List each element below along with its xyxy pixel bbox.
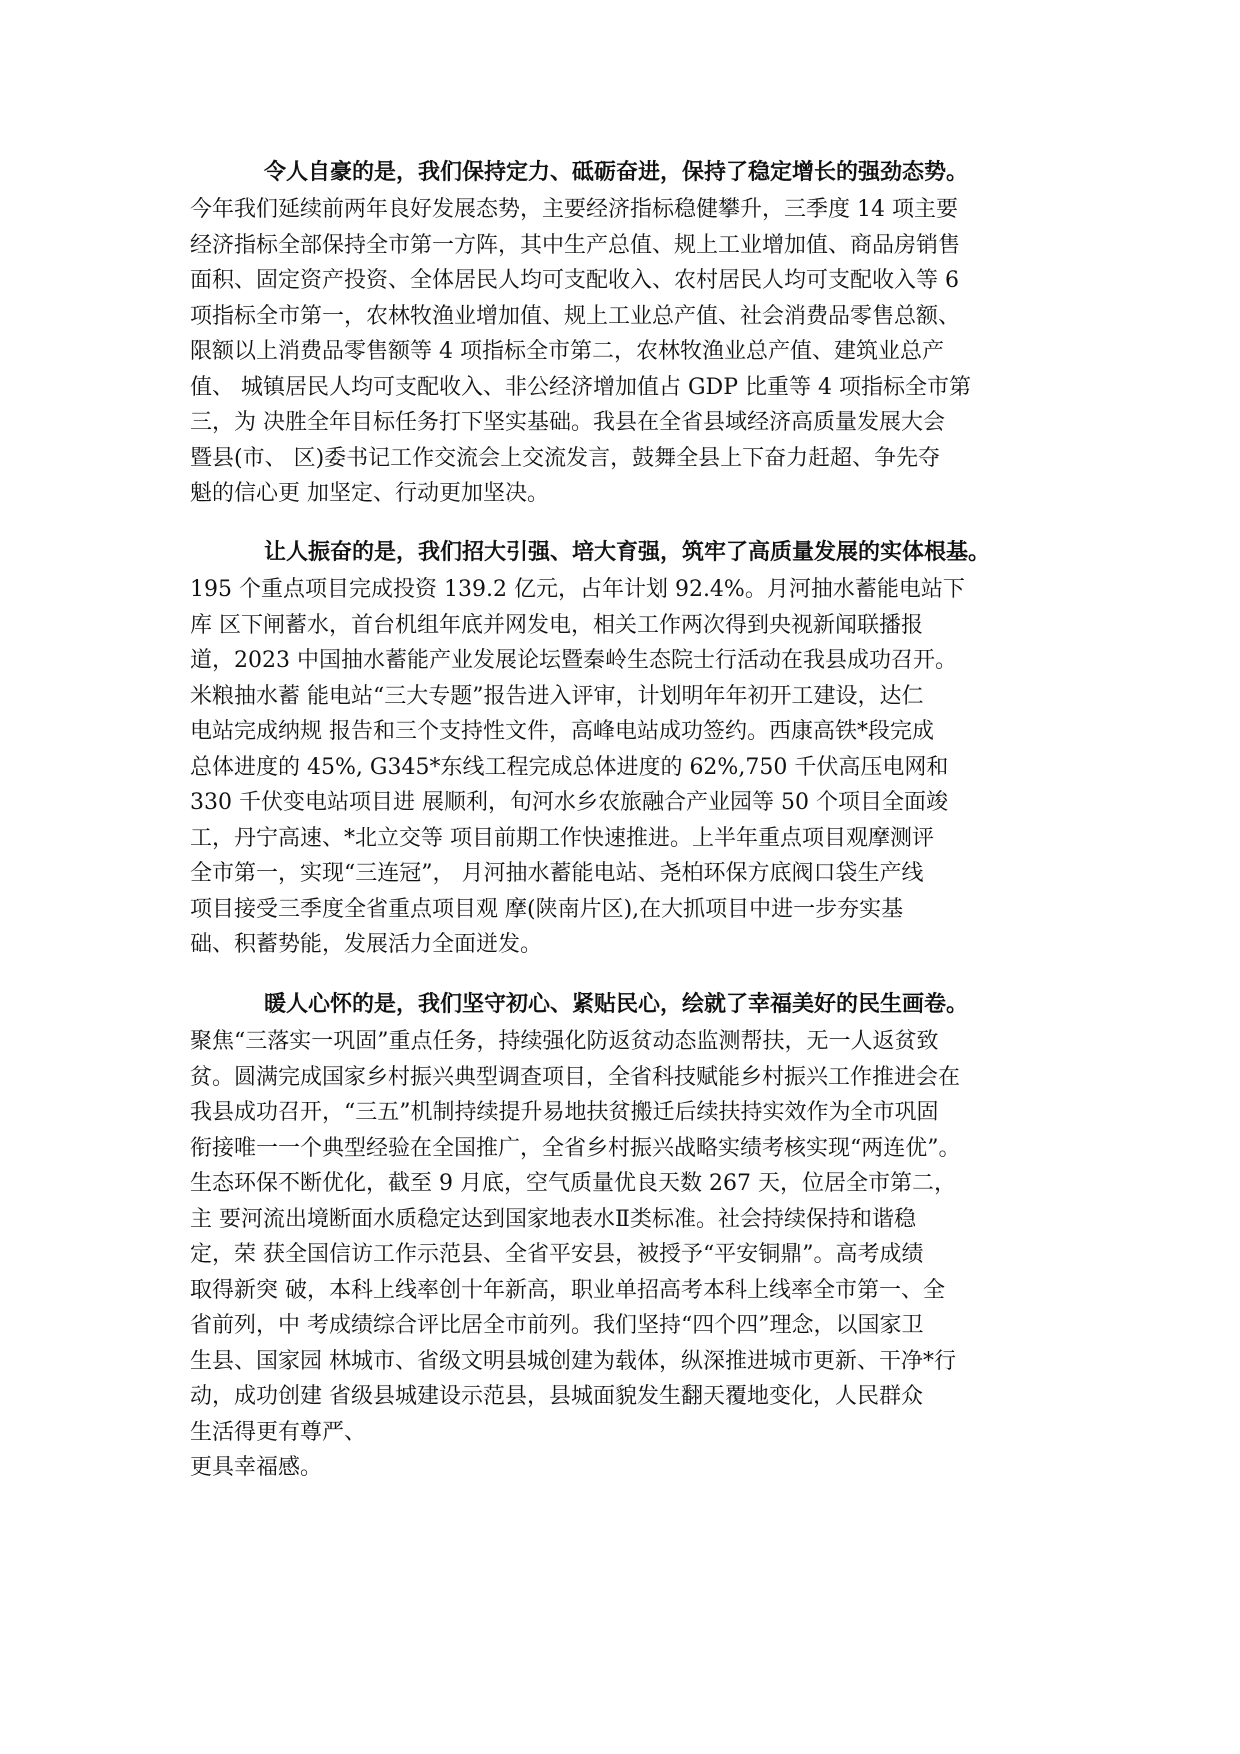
section-heading: 让人振奋的是，我们招大引强、培大育强，筑牢了高质量发展的实体根基。	[264, 539, 991, 565]
body-line: 全市第一，实现“三连冠”， 月河抽水蓄能电站、尧柏环保方底阀口袋生产线	[190, 861, 924, 886]
body-line: 动，成功创建 省级县城建设示范县，县城面貌发生翻天覆地变化，人民群众	[190, 1384, 923, 1409]
body-line: 我县成功召开，“三五”机制持续提升易地扶贫搬迁后续扶持实效作为全市巩固	[190, 1100, 939, 1125]
body-line: 项目接受三季度全省重点项目观 摩(陕南片区),在大抓项目中进一步夯实基	[190, 896, 904, 922]
body-line: 衔接唯一一个典型经验在全国推广，全省乡村振兴战略实绩考核实现“两连优”。	[190, 1135, 961, 1161]
body-line: 项指标全市第一，农林牧渔业增加值、规上工业总产值、社会消费品零售总额、	[190, 303, 961, 329]
body-line: 总体进度的 45%, G345*东线工程完成总体进度的 62%,750 千伏高压电网和	[190, 754, 949, 780]
body-line: 省前列，中 考成绩综合评比居全市前列。我们坚持“四个四”理念，以国家卫	[190, 1313, 924, 1338]
section-body	[190, 192, 1070, 512]
section-heading: 暖人心怀的是，我们坚守初心、紧贴民心，绘就了幸福美好的民生画卷。	[264, 991, 969, 1017]
section-body	[190, 572, 1070, 963]
body-line: 取得新突 破，本科上线率创十年新高，职业单招高考本科上线率全市第一、全	[190, 1277, 945, 1303]
body-line: 电站完成纳规 报告和三个支持性文件，高峰电站成功签约。西康高铁*段完成	[190, 719, 934, 744]
body-line: 值、 城镇居民人均可支配收入、非公经济增加值占 GDP 比重等 4 项指标全市第	[190, 374, 971, 400]
body-line: 面积、固定资产投资、全体居民人均可支配收入、农村居民人均可支配收入等 6	[190, 268, 959, 293]
body-line: 魁的信心更 加坚定、行动更加坚决。	[190, 481, 549, 506]
body-line: 贫。圆满完成国家乡村振兴典型调查项目，全省科技赋能乡村振兴工作推进会在	[190, 1064, 961, 1090]
body-line: 库 区下闸蓄水，首台机组年底并网发电，相关工作两次得到央视新闻联播报	[190, 612, 923, 638]
body-line: 生活得更有尊严、	[190, 1419, 367, 1445]
body-line: 米粮抽水蓄 能电站“三大专题”报告进入评审，计划明年年初开工建设，达仁	[190, 683, 924, 709]
body-line: 更具幸福感。	[190, 1455, 323, 1480]
section-projects	[190, 535, 1070, 963]
body-line: 生态环保不断优化，截至 9 月底，空气质量优良天数 267 天，位居全市第二，	[190, 1171, 956, 1196]
body-line: 限额以上消费品零售额等 4 项指标全市第二，农林牧渔业总产值、建筑业总产	[190, 339, 944, 364]
body-line: 础、积蓄势能，发展活力全面迸发。	[190, 932, 543, 957]
body-line: 今年我们延续前两年良好发展态势，主要经济指标稳健攀升，三季度 14 项主要	[190, 197, 958, 222]
section-livelihood	[190, 987, 1070, 1486]
body-line: 经济指标全部保持全市第一方阵，其中生产总值、规上工业增加值、商品房销售	[190, 232, 961, 258]
body-line: 主 要河流出境断面水质稳定达到国家地表水Ⅱ类标准。社会持续保持和谐稳	[190, 1206, 916, 1232]
section-body	[190, 1024, 1070, 1486]
body-line: 暨县(市、 区)委书记工作交流会上交流发言，鼓舞全县上下奋力赶超、争先夺	[190, 445, 941, 471]
body-line: 聚焦“三落实一巩固”重点任务，持续强化防返贫动态监测帮扶，无一人返贫致	[190, 1029, 939, 1054]
body-line: 工，丹宁高速、*北立交等 项目前期工作快速推进。上半年重点项目观摩测评	[190, 825, 934, 851]
body-line: 330 千伏变电站项目进 展顺利，旬河水乡农旅融合产业园等 50 个项目全面竣	[190, 790, 948, 815]
body-line: 三，为 决胜全年目标任务打下坚实基础。我县在全省县域经济高质量发展大会	[190, 410, 945, 435]
body-line: 生县、国家园 林城市、省级文明县城创建为载体，纵深推进城市更新、干净*行	[190, 1348, 956, 1374]
section-economy	[190, 155, 1070, 512]
body-line: 定，荣 获全国信访工作示范县、全省平安县，被授予“平安铜鼎”。高考成绩	[190, 1242, 924, 1267]
body-line: 道，2023 中国抽水蓄能产业发展论坛暨秦岭生态院士行活动在我县成功召开。	[190, 648, 957, 673]
body-line: 195 个重点项目完成投资 139.2 亿元，占年计划 92.4%。月河抽水蓄能电站下	[190, 577, 965, 602]
section-heading: 令人自豪的是，我们保持定力、砥砺奋进，保持了稳定增长的强劲态势。	[264, 159, 969, 185]
